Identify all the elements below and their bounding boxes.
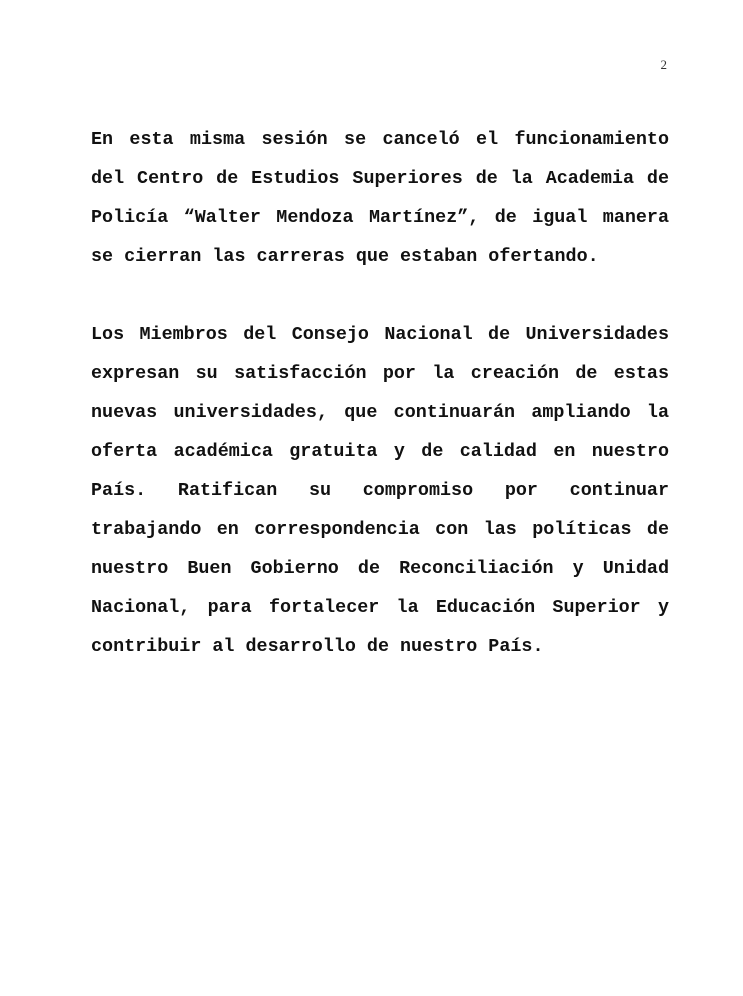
- page-number: 2: [660, 57, 667, 72]
- document-body: [91, 120, 669, 666]
- paragraph-council-statement: Los Miembros del Consejo Nacional de Universidades expresan su satisfacción por la creación de estas nuevas universidades, que continuarán ampliando la oferta académica gratuita y de calidad en nuestro País. Ratifican su compromiso por continuar trabajando en correspondencia con las políticas de nuestro Buen Gobierno de Reconciliación y Unidad Nacional, para fortalecer la Educación Superior y contribuir al desarrollo de nuestro País.: [91, 324, 669, 657]
- paragraph-closure-notice: En esta misma sesión se canceló el funcionamiento del Centro de Estudios Superiores de la Academia de Policía “Walter Mendoza Martínez”, de igual manera se cierran las carreras que estaban ofertando.: [91, 129, 669, 267]
